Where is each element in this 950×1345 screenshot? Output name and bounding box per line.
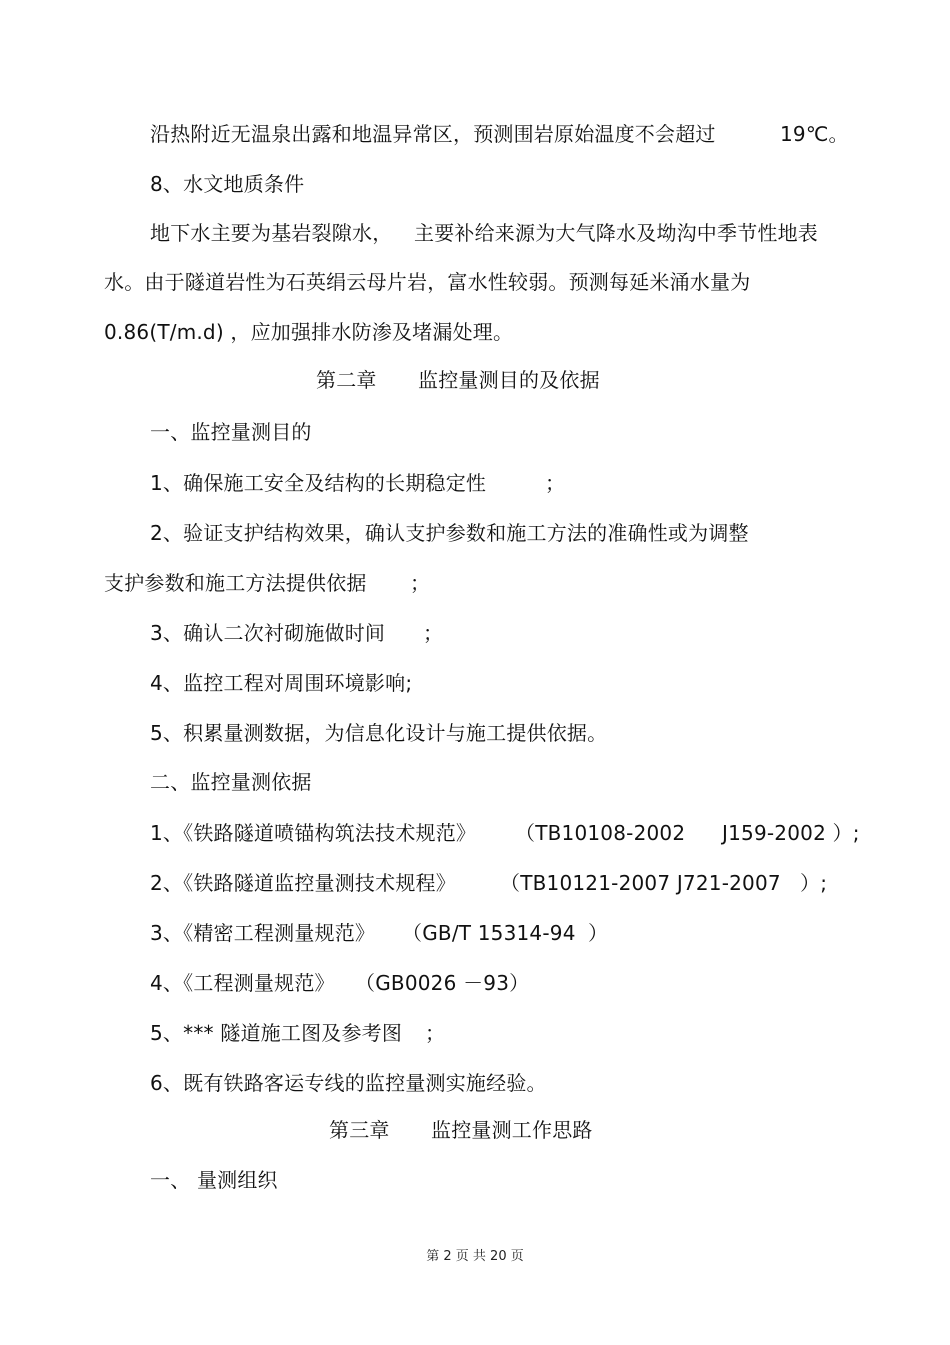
paragraph-line xyxy=(780,120,849,148)
chapter-name: 监控量测工作思路 xyxy=(431,1118,593,1142)
text: 8、水文地质条件 xyxy=(150,172,305,196)
text: 6、既有铁路客运专线的监控量测实施经验。 xyxy=(150,1071,547,1095)
reference-item xyxy=(800,869,827,897)
text: 3、《精密工程测量规范》 xyxy=(150,921,376,945)
reference-item xyxy=(500,869,781,897)
text: 1、确保施工安全及结构的长期稳定性 xyxy=(150,471,487,495)
text: 1、《铁路隧道喷锚构筑法技术规范》 xyxy=(150,821,477,845)
text: 4、监控工程对周围环境影响; xyxy=(150,671,413,695)
reference-item xyxy=(150,819,476,847)
paragraph-line xyxy=(150,120,716,148)
text: 支护参数和施工方法提供依据 xyxy=(104,571,367,595)
list-item xyxy=(423,619,443,647)
text: 二、监控量测依据 xyxy=(150,770,312,794)
reference-item xyxy=(150,919,375,947)
text: ； xyxy=(410,571,431,595)
text: J159-2002 ）; xyxy=(722,821,860,845)
reference-item xyxy=(515,819,685,847)
text: ； xyxy=(425,1021,446,1045)
paragraph-line xyxy=(104,318,513,346)
list-item xyxy=(150,619,385,647)
text: （GB0026 －93） xyxy=(355,971,530,995)
text: 5、*** 隧道施工图及参考图 xyxy=(150,1021,403,1045)
list-item xyxy=(150,519,749,547)
list-item xyxy=(410,569,430,597)
chapter-title xyxy=(316,366,377,394)
text: 2、《铁路隧道监控量测技术规程》 xyxy=(150,871,456,895)
text: 0.86(T/m.d) ，应加强排水防渗及堵漏处理。 xyxy=(104,320,514,344)
reference-item xyxy=(425,1019,445,1047)
text: ； xyxy=(545,471,566,495)
page-footer xyxy=(0,1248,950,1266)
text: 地下水主要为基岩裂隙水， xyxy=(150,221,393,245)
list-item xyxy=(150,669,412,697)
reference-item xyxy=(588,919,608,947)
chapter-title xyxy=(329,1116,390,1144)
page-number: 第 2 页 共 20 页 xyxy=(426,1249,524,1264)
text: 沿热附近无温泉出露和地温异常区，预测围岩原始温度不会超过 xyxy=(150,122,716,146)
text: 水。由于隧道岩性为石英绢云母片岩，富水性较弱。预测每延米涌水量为 xyxy=(104,270,751,294)
section-heading xyxy=(150,170,304,198)
text: 19℃。 xyxy=(780,122,849,146)
text: 3、确认二次衬砌施做时间 xyxy=(150,621,386,645)
list-item xyxy=(150,469,486,497)
reference-item xyxy=(150,869,456,897)
text: ）; xyxy=(800,871,828,895)
reference-item xyxy=(150,1069,547,1097)
reference-item xyxy=(402,919,576,947)
text: 主要补给来源为大气降水及坳沟中季节性地表 xyxy=(414,221,818,245)
reference-item xyxy=(355,969,529,997)
text: 一、监控量测目的 xyxy=(150,420,312,444)
chapter-title xyxy=(418,366,600,394)
list-item xyxy=(150,719,607,747)
section-heading xyxy=(150,418,312,446)
text: ； xyxy=(423,621,444,645)
text: （GB/T 15314-94 xyxy=(402,921,576,945)
reference-item xyxy=(722,819,860,847)
reference-item xyxy=(150,1019,402,1047)
chapter-number: 第二章 xyxy=(316,368,377,392)
chapter-name: 监控量测目的及依据 xyxy=(418,368,600,392)
paragraph-line xyxy=(414,219,818,247)
text: ） xyxy=(588,921,609,945)
section-heading xyxy=(150,1166,278,1194)
section-heading xyxy=(150,768,312,796)
chapter-title xyxy=(431,1116,593,1144)
text: （TB10121-2007 J721-2007 xyxy=(500,871,781,895)
paragraph-line xyxy=(104,268,750,296)
text: （TB10108-2002 xyxy=(515,821,686,845)
text: 2、验证支护结构效果，确认支护参数和施工方法的准确性或为调整 xyxy=(150,521,749,545)
text: 4、《工程测量规范》 xyxy=(150,971,335,995)
text: 一、 量测组织 xyxy=(150,1168,278,1192)
list-item xyxy=(545,469,565,497)
text: 5、积累量测数据，为信息化设计与施工提供依据。 xyxy=(150,721,608,745)
chapter-number: 第三章 xyxy=(329,1118,390,1142)
reference-item xyxy=(150,969,335,997)
list-item xyxy=(104,569,367,597)
paragraph-line xyxy=(150,219,392,247)
